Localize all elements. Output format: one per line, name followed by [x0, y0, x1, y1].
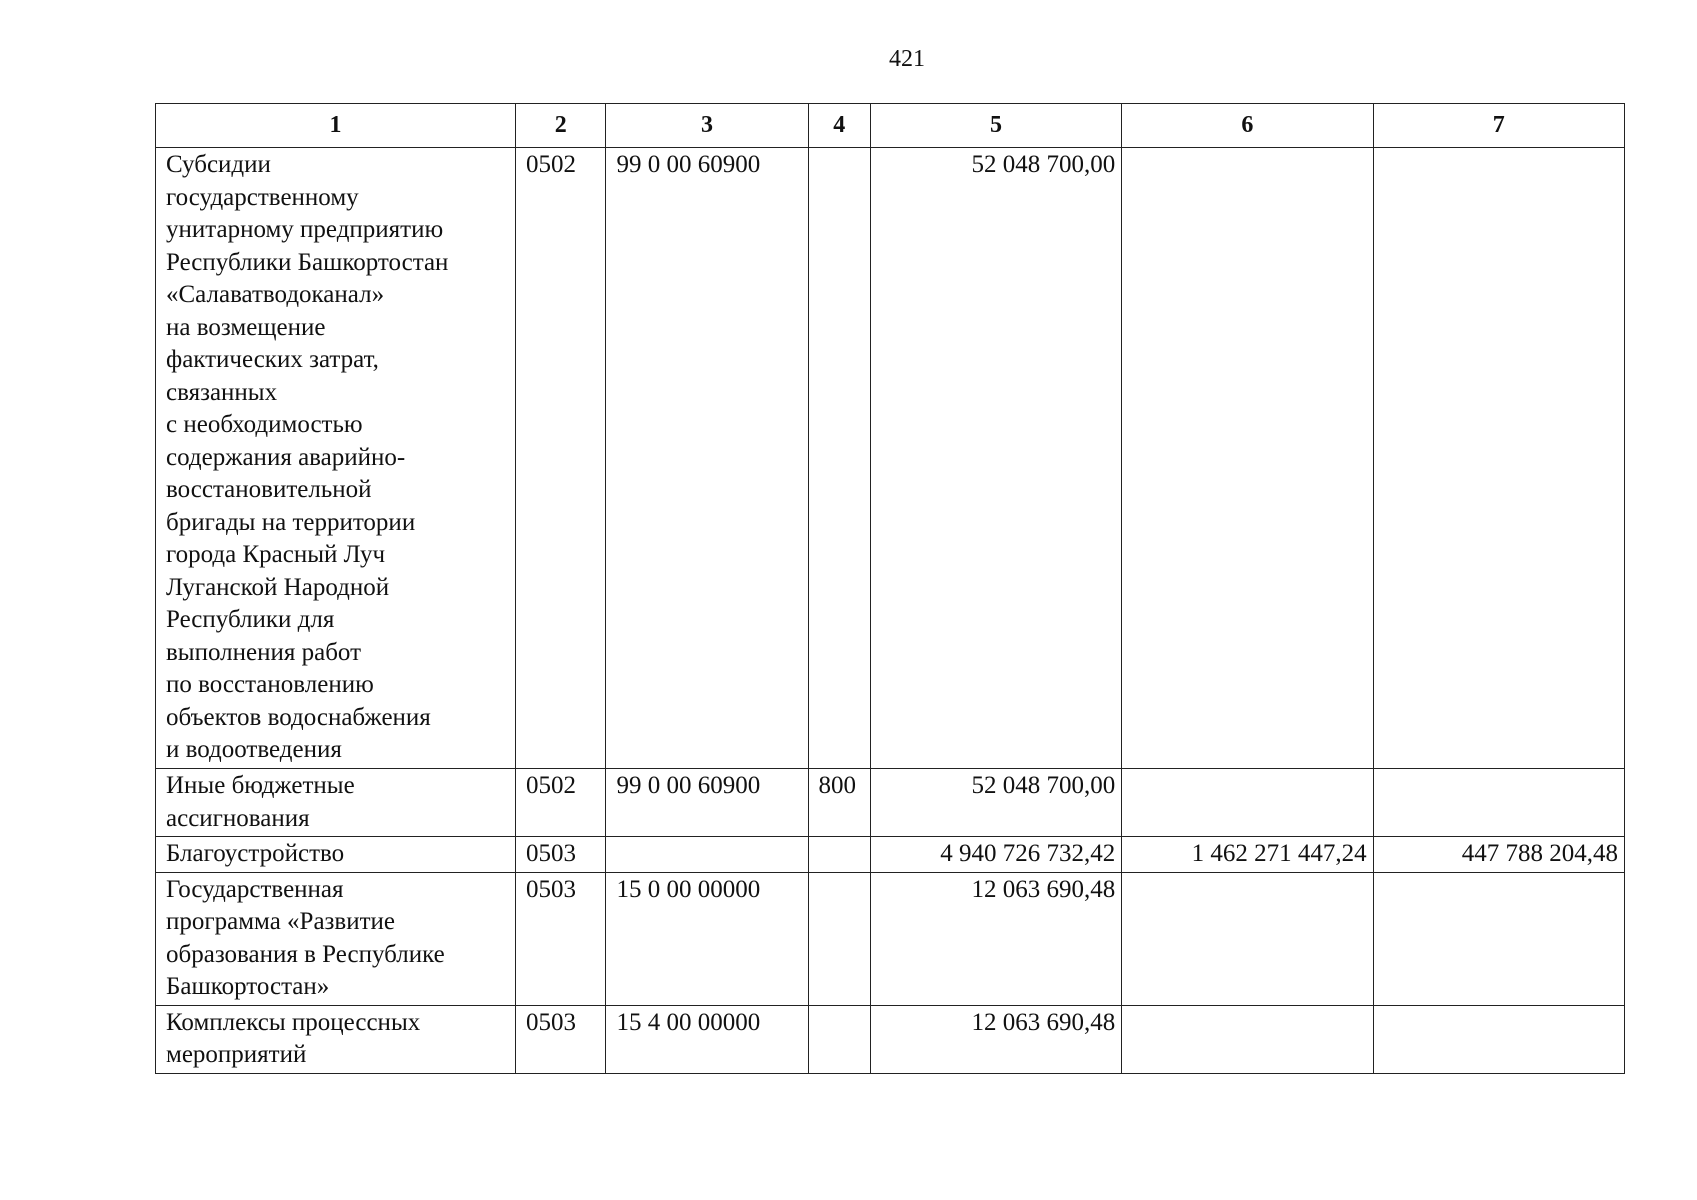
row-sum-2-cell [1122, 769, 1373, 837]
row-name-cell [156, 1005, 516, 1073]
row-name-line: связанных [166, 378, 278, 406]
row-name-line: содержания аварийно- [166, 443, 406, 471]
row-name-line: Государственная [166, 875, 344, 903]
row-name-line: Луганской Народной [166, 573, 390, 601]
row-section-cell: 0502 [515, 148, 605, 769]
table-row [156, 148, 1625, 769]
row-name-line: на возмещение [166, 313, 326, 341]
row-name-line: Республики Башкортостан [166, 248, 449, 276]
row-target-article-cell [606, 837, 808, 873]
header-col-6: 6 [1122, 104, 1373, 148]
row-expense-type-cell [808, 1005, 870, 1073]
row-name-line: Иные бюджетные [166, 772, 355, 799]
row-sum-2-cell [1122, 872, 1373, 1005]
table-row [156, 837, 1625, 873]
row-name-line: Комплексы процессных [166, 1008, 421, 1036]
row-name-cell [156, 837, 516, 873]
row-name-line: объектов водоснабжения [166, 703, 431, 731]
row-target-article-cell: 15 4 00 00000 [606, 1005, 808, 1073]
row-name-line: города Красный Луч [166, 541, 386, 568]
header-col-3: 3 [606, 104, 808, 148]
row-name-line: и водоотведения [166, 736, 342, 763]
table-row [156, 1005, 1625, 1073]
row-expense-type-cell: 800 [808, 769, 870, 837]
row-sum-2-cell [1122, 148, 1373, 769]
table-row [156, 872, 1625, 1005]
row-name-cell [156, 769, 516, 837]
row-name-line: государственному [166, 183, 359, 211]
row-sum-2-cell [1122, 1005, 1373, 1073]
row-sum-3-cell: 447 788 204,48 [1373, 837, 1624, 873]
header-col-1: 1 [156, 104, 516, 148]
row-name-line: с необходимостью [166, 411, 363, 438]
row-section-cell: 0503 [515, 1005, 605, 1073]
row-expense-type-cell [808, 837, 870, 873]
row-name-line: ассигнования [166, 804, 310, 832]
row-sum-1-cell: 12 063 690,48 [870, 872, 1121, 1005]
row-name-line: Республики для [166, 606, 335, 633]
row-target-article-cell: 15 0 00 00000 [606, 872, 808, 1005]
row-name-line: мероприятий [166, 1041, 307, 1068]
row-name-line: унитарному предприятию [166, 216, 444, 243]
row-section-cell: 0503 [515, 872, 605, 1005]
table-header-row [156, 104, 1625, 148]
row-target-article-cell: 99 0 00 60900 [606, 769, 808, 837]
row-target-article-cell: 99 0 00 60900 [606, 148, 808, 769]
row-name-cell [156, 148, 516, 769]
row-section-cell: 0503 [515, 837, 605, 873]
row-name-line: программа «Развитие [166, 908, 396, 935]
header-col-5: 5 [870, 104, 1121, 148]
row-name-line: бригады на территории [166, 508, 416, 536]
row-name-line: Субсидии [166, 151, 271, 178]
row-sum-3-cell [1373, 148, 1624, 769]
row-expense-type-cell [808, 148, 870, 769]
row-sum-3-cell [1373, 872, 1624, 1005]
row-name-line: восстановительной [166, 476, 372, 503]
row-sum-1-cell: 12 063 690,48 [870, 1005, 1121, 1073]
row-sum-1-cell: 4 940 726 732,42 [870, 837, 1121, 873]
header-col-7: 7 [1373, 104, 1624, 148]
row-sum-2-cell: 1 462 271 447,24 [1122, 837, 1373, 873]
budget-table [155, 103, 1625, 1074]
row-name-line: «Салаватводоканал» [166, 281, 385, 308]
row-name-cell [156, 872, 516, 1005]
row-sum-3-cell [1373, 769, 1624, 837]
row-name-line: по восстановлению [166, 671, 374, 698]
header-col-4: 4 [808, 104, 870, 148]
row-section-cell: 0502 [515, 769, 605, 837]
row-sum-3-cell [1373, 1005, 1624, 1073]
table-body [156, 148, 1625, 1074]
table-row [156, 769, 1625, 837]
row-name-line: Благоустройство [166, 840, 345, 867]
page-number: 421 [889, 46, 925, 72]
row-expense-type-cell [808, 872, 870, 1005]
header-col-2: 2 [515, 104, 605, 148]
row-sum-1-cell: 52 048 700,00 [870, 769, 1121, 837]
row-sum-1-cell: 52 048 700,00 [870, 148, 1121, 769]
row-name-line: выполнения работ [166, 638, 362, 666]
row-name-line: образования в Республике [166, 940, 445, 968]
row-name-line: фактических затрат, [166, 346, 379, 373]
row-name-line: Башкортостан» [166, 973, 330, 1000]
